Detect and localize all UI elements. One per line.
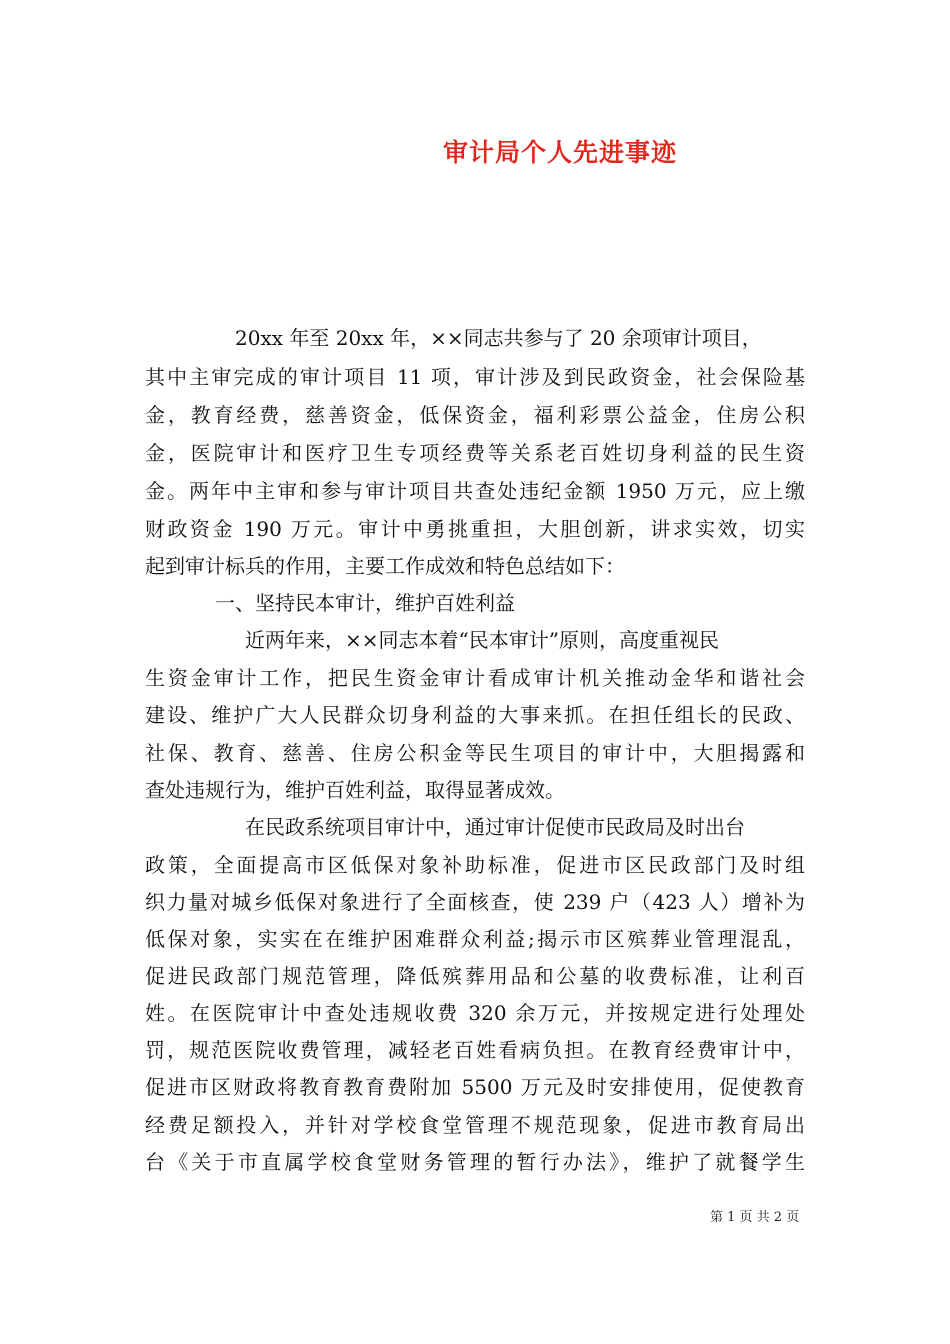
body-line: 金。两年中主审和参与审计项目共查处违纪金额 1950 万元，应上缴 bbox=[145, 479, 805, 503]
body-line: 台《关于市直属学校食堂财务管理的暂行办法》，维护了就餐学生 bbox=[145, 1150, 805, 1174]
section-heading: 一、坚持民本审计，维护百姓利益 bbox=[215, 591, 515, 615]
body-line: 政策，全面提高市区低保对象补助标准，促进市区民政部门及时组 bbox=[145, 853, 805, 877]
body-line: 在民政系统项目审计中，通过审计促使市民政局及时出台 bbox=[245, 815, 745, 839]
body-line: 社保、教育、慈善、住房公积金等民生项目的审计中，大胆揭露和 bbox=[145, 741, 805, 765]
body-line: 金，医院审计和医疗卫生专项经费等关系老百姓切身利益的民生资 bbox=[145, 441, 805, 465]
body-line: 促进市区财政将教育教育费附加 5500 万元及时安排使用，促使教育 bbox=[145, 1075, 805, 1099]
body-line: 织力量对城乡低保对象进行了全面核查，使 239 户（423 人）增补为 bbox=[145, 890, 805, 914]
body-line: 金，教育经费，慈善资金，低保资金，福利彩票公益金，住房公积 bbox=[145, 403, 805, 427]
body-line: 查处违规行为，维护百姓利益，取得显著成效。 bbox=[145, 778, 565, 802]
body-line: 生资金审计工作，把民生资金审计看成审计机关推动金华和谐社会 bbox=[145, 666, 805, 690]
body-line: 近两年来，××同志本着“民本审计”原则，高度重视民 bbox=[245, 628, 719, 652]
body-line: 促进民政部门规范管理，降低殡葬用品和公墓的收费标准，让利百 bbox=[145, 964, 805, 988]
body-line: 20xx 年至 20xx 年，××同志共参与了 20 余项审计项目， bbox=[235, 326, 762, 350]
document-title: 审计局个人先进事迹 bbox=[442, 138, 677, 167]
body-line: 低保对象，实实在在维护困难群众利益;揭示市区殡葬业管理混乱， bbox=[145, 927, 805, 951]
body-line: 起到审计标兵的作用，主要工作成效和特色总结如下： bbox=[145, 554, 625, 578]
body-line: 财政资金 190 万元。审计中勇挑重担，大胆创新，讲求实效，切实 bbox=[145, 517, 805, 541]
body-line: 姓。在医院审计中查处违规收费 320 余万元，并按规定进行处理处 bbox=[145, 1001, 805, 1025]
body-line: 建设、维护广大人民群众切身利益的大事来抓。在担任组长的民政、 bbox=[145, 703, 805, 727]
body-line: 罚，规范医院收费管理，减轻老百姓看病负担。在教育经费审计中， bbox=[145, 1038, 805, 1062]
page-number: 第 1 页 共 2 页 bbox=[710, 1210, 800, 1225]
body-line: 经费足额投入，并针对学校食堂管理不规范现象，促进市教育局出 bbox=[145, 1113, 805, 1137]
body-line: 其中主审完成的审计项目 11 项，审计涉及到民政资金，社会保险基 bbox=[145, 365, 805, 389]
